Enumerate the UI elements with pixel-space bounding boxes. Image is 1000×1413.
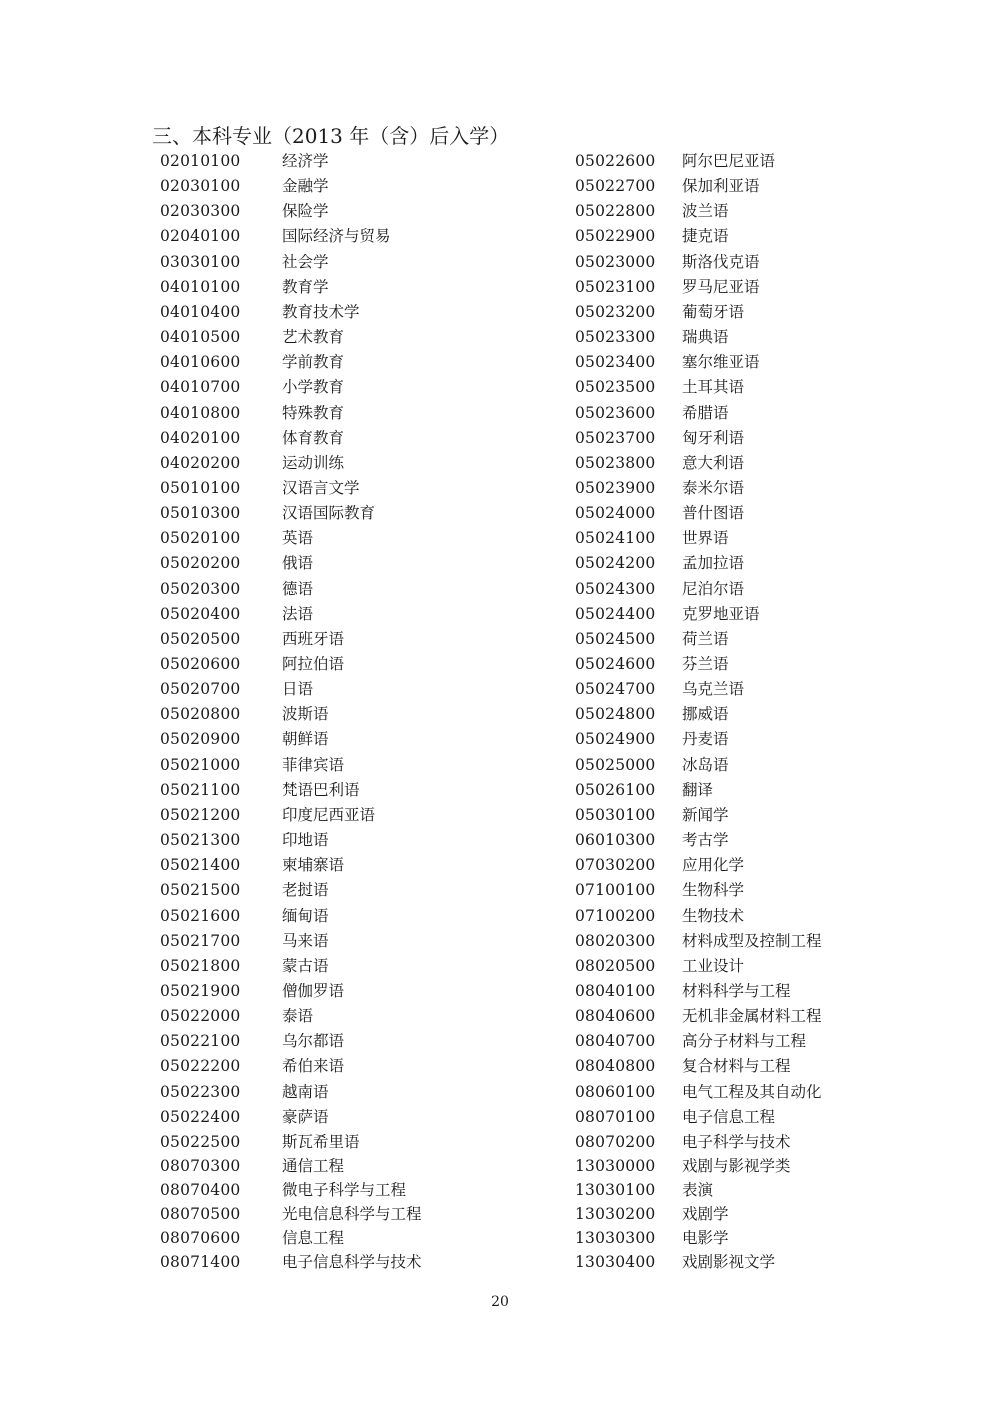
page-number: 20 xyxy=(491,1294,509,1310)
major-name: 塞尔维亚语 xyxy=(682,353,760,372)
major-name: 芬兰语 xyxy=(682,655,729,673)
major-code: 05023800 xyxy=(575,453,656,472)
major-name: 国际经济与贸易 xyxy=(282,227,391,246)
major-code: 05024200 xyxy=(575,554,656,573)
major-name: 豪萨语 xyxy=(282,1107,329,1126)
major-code: 02030300 xyxy=(160,202,241,221)
major-code: 08070400 xyxy=(160,1180,241,1199)
major-code: 05020700 xyxy=(160,680,241,699)
major-name: 越南语 xyxy=(282,1082,329,1101)
major-code: 04010700 xyxy=(160,378,241,397)
major-name: 材料成型及控制工程 xyxy=(682,931,822,950)
major-name: 教育学 xyxy=(282,277,329,296)
major-name: 波兰语 xyxy=(682,202,729,221)
major-name: 意大利语 xyxy=(682,453,745,472)
major-code: 08040600 xyxy=(575,1007,656,1026)
major-code: 05023100 xyxy=(575,277,656,296)
major-name: 泰米尔语 xyxy=(682,478,745,497)
major-code: 05024500 xyxy=(575,629,656,648)
major-code: 08020300 xyxy=(575,931,656,950)
major-code: 05022100 xyxy=(160,1032,241,1051)
major-code: 05021900 xyxy=(160,981,241,1000)
major-code: 05021100 xyxy=(160,780,241,799)
major-code: 13030100 xyxy=(575,1180,656,1199)
major-name: 乌尔都语 xyxy=(282,1032,345,1051)
major-code: 08040800 xyxy=(575,1057,656,1076)
major-name: 法语 xyxy=(282,604,314,623)
major-code: 05024800 xyxy=(575,705,656,724)
major-code: 05023400 xyxy=(575,353,656,372)
major-name: 老挝语 xyxy=(282,881,329,900)
major-name: 通信工程 xyxy=(282,1157,345,1175)
major-code: 05020100 xyxy=(160,529,241,548)
major-name: 尼泊尔语 xyxy=(682,579,745,598)
major-code: 05010300 xyxy=(160,504,241,523)
major-name: 菲律宾语 xyxy=(282,755,345,774)
major-name: 特殊教育 xyxy=(282,403,345,422)
major-code: 04010600 xyxy=(160,353,241,372)
major-name: 电气工程及其自动化 xyxy=(682,1082,822,1101)
major-name: 波斯语 xyxy=(282,705,329,724)
major-name: 德语 xyxy=(282,579,314,598)
major-code: 04010400 xyxy=(160,302,241,321)
major-code: 05020200 xyxy=(160,554,241,573)
major-code: 13030000 xyxy=(575,1157,656,1175)
major-code: 04010800 xyxy=(160,403,241,422)
major-name: 经济学 xyxy=(282,152,329,170)
major-name: 僧伽罗语 xyxy=(282,981,345,1000)
major-name: 信息工程 xyxy=(282,1228,345,1247)
major-code: 05023700 xyxy=(575,428,656,447)
major-code: 05023300 xyxy=(575,328,656,347)
major-code: 13030200 xyxy=(575,1204,656,1223)
major-name: 复合材料与工程 xyxy=(682,1057,791,1076)
major-name: 汉语国际教育 xyxy=(282,504,376,523)
major-code: 05020500 xyxy=(160,629,241,648)
major-code: 05022800 xyxy=(575,202,656,221)
major-name: 葡萄牙语 xyxy=(682,302,745,321)
major-code: 05023000 xyxy=(575,252,656,271)
major-code: 05024100 xyxy=(575,529,656,548)
major-name: 泰语 xyxy=(282,1007,314,1026)
major-code: 02030100 xyxy=(160,177,241,196)
major-name: 冰岛语 xyxy=(682,755,729,774)
major-name: 工业设计 xyxy=(682,956,745,975)
major-name: 艺术教育 xyxy=(282,328,345,347)
major-name: 缅甸语 xyxy=(282,906,329,925)
major-code: 05024300 xyxy=(575,579,656,598)
major-code: 05021400 xyxy=(160,856,241,875)
major-code: 05023600 xyxy=(575,403,656,422)
major-name: 乌克兰语 xyxy=(682,680,745,699)
major-name: 斯瓦希里语 xyxy=(282,1132,360,1151)
major-name: 戏剧影视文学 xyxy=(682,1252,776,1271)
major-code: 05023200 xyxy=(575,302,656,321)
major-code: 05020400 xyxy=(160,604,241,623)
major-name: 捷克语 xyxy=(682,227,729,246)
section-title: 三、本科专业（2013 年（含）后入学） xyxy=(152,124,510,148)
major-name: 电子信息工程 xyxy=(682,1107,776,1126)
major-code: 13030400 xyxy=(575,1252,656,1271)
major-name: 应用化学 xyxy=(682,856,745,875)
major-name: 世界语 xyxy=(682,529,729,548)
major-name: 丹麦语 xyxy=(682,730,729,749)
major-name: 梵语巴利语 xyxy=(282,780,360,799)
major-code: 07030200 xyxy=(575,856,656,875)
major-name: 新闻学 xyxy=(682,805,729,824)
major-name: 小学教育 xyxy=(282,378,345,397)
major-name: 俄语 xyxy=(282,554,314,573)
major-name: 斯洛伐克语 xyxy=(682,252,760,271)
major-code: 08040700 xyxy=(575,1032,656,1051)
major-code: 04020100 xyxy=(160,428,241,447)
major-code: 05025000 xyxy=(575,755,656,774)
major-code: 04010500 xyxy=(160,328,241,347)
major-code: 05021700 xyxy=(160,931,241,950)
major-name: 保险学 xyxy=(282,202,329,221)
major-name: 社会学 xyxy=(282,252,329,271)
major-code: 08020500 xyxy=(575,956,656,975)
major-name: 运动训练 xyxy=(282,453,345,472)
major-code: 05022500 xyxy=(160,1132,241,1151)
major-name: 阿拉伯语 xyxy=(282,655,345,673)
major-code: 05022400 xyxy=(160,1107,241,1126)
major-name: 戏剧与影视学类 xyxy=(682,1157,791,1175)
major-code: 03030100 xyxy=(160,252,241,271)
major-name: 挪威语 xyxy=(682,705,729,724)
major-name: 汉语言文学 xyxy=(282,478,360,497)
major-name: 材料科学与工程 xyxy=(682,981,791,1000)
major-name: 匈牙利语 xyxy=(682,428,745,447)
major-name: 柬埔寨语 xyxy=(282,856,345,875)
major-code: 05020800 xyxy=(160,705,241,724)
major-name: 孟加拉语 xyxy=(682,554,745,573)
major-name: 金融学 xyxy=(282,177,329,196)
major-name: 朝鲜语 xyxy=(282,730,329,749)
major-name: 电影学 xyxy=(682,1228,729,1247)
major-code: 08070200 xyxy=(575,1132,656,1151)
major-name: 罗马尼亚语 xyxy=(682,277,760,296)
major-name: 印度尼西亚语 xyxy=(282,805,376,824)
major-code: 05022200 xyxy=(160,1057,241,1076)
major-code: 05022900 xyxy=(575,227,656,246)
major-name: 英语 xyxy=(282,529,314,548)
major-name: 电子信息科学与技术 xyxy=(282,1252,422,1271)
major-code: 05021500 xyxy=(160,881,241,900)
major-name: 微电子科学与工程 xyxy=(282,1180,407,1199)
major-name: 戏剧学 xyxy=(682,1204,729,1223)
major-code: 08060100 xyxy=(575,1082,656,1101)
major-code: 05024600 xyxy=(575,655,656,673)
major-name: 表演 xyxy=(682,1180,714,1199)
major-code: 04020200 xyxy=(160,453,241,472)
major-name: 教育技术学 xyxy=(282,302,360,321)
major-name: 瑞典语 xyxy=(682,328,729,347)
major-name: 光电信息科学与工程 xyxy=(282,1204,422,1223)
major-code: 05023900 xyxy=(575,478,656,497)
major-code: 08070300 xyxy=(160,1157,241,1175)
major-name: 日语 xyxy=(282,680,314,699)
major-code: 08070500 xyxy=(160,1204,241,1223)
major-code: 05026100 xyxy=(575,780,656,799)
major-code: 05020900 xyxy=(160,730,241,749)
major-name: 普什图语 xyxy=(682,504,745,523)
major-code: 05021200 xyxy=(160,805,241,824)
major-name: 马来语 xyxy=(282,931,329,950)
major-name: 考古学 xyxy=(682,831,729,850)
major-code: 05021000 xyxy=(160,755,241,774)
major-code: 08070600 xyxy=(160,1228,241,1247)
major-name: 生物科学 xyxy=(682,881,745,900)
major-code: 13030300 xyxy=(575,1228,656,1247)
major-name: 荷兰语 xyxy=(682,629,729,648)
major-code: 05020300 xyxy=(160,579,241,598)
major-code: 05023500 xyxy=(575,378,656,397)
major-code: 08040100 xyxy=(575,981,656,1000)
major-code: 08071400 xyxy=(160,1252,241,1271)
major-name: 生物技术 xyxy=(682,906,745,925)
major-code: 02010100 xyxy=(160,152,241,170)
major-name: 无机非金属材料工程 xyxy=(682,1007,822,1026)
major-name: 阿尔巴尼亚语 xyxy=(682,152,776,170)
major-code: 05030100 xyxy=(575,805,656,824)
major-code: 07100100 xyxy=(575,881,656,900)
major-code: 08070100 xyxy=(575,1107,656,1126)
major-code: 05021300 xyxy=(160,831,241,850)
major-code: 06010300 xyxy=(575,831,656,850)
major-name: 保加利亚语 xyxy=(682,177,760,196)
major-code: 05024000 xyxy=(575,504,656,523)
major-name: 印地语 xyxy=(282,831,329,850)
major-code: 05021600 xyxy=(160,906,241,925)
major-code: 05024900 xyxy=(575,730,656,749)
major-name: 西班牙语 xyxy=(282,629,345,648)
major-code: 05022600 xyxy=(575,152,656,170)
major-code: 05022000 xyxy=(160,1007,241,1026)
major-code: 05022300 xyxy=(160,1082,241,1101)
major-name: 克罗地亚语 xyxy=(682,604,760,623)
major-name: 土耳其语 xyxy=(682,378,745,397)
major-code: 05021800 xyxy=(160,956,241,975)
major-code: 05024700 xyxy=(575,680,656,699)
major-name: 体育教育 xyxy=(282,428,345,447)
major-name: 电子科学与技术 xyxy=(682,1132,791,1151)
major-code: 02040100 xyxy=(160,227,241,246)
major-code: 07100200 xyxy=(575,906,656,925)
major-name: 高分子材料与工程 xyxy=(682,1032,807,1051)
major-code: 05010100 xyxy=(160,478,241,497)
major-name: 学前教育 xyxy=(282,353,345,372)
major-code: 05024400 xyxy=(575,604,656,623)
major-name: 希腊语 xyxy=(682,403,729,422)
major-name: 希伯来语 xyxy=(282,1057,345,1076)
major-code: 05022700 xyxy=(575,177,656,196)
major-code: 04010100 xyxy=(160,277,241,296)
major-code: 05020600 xyxy=(160,655,241,673)
major-name: 翻译 xyxy=(682,780,714,799)
major-name: 蒙古语 xyxy=(282,956,329,975)
